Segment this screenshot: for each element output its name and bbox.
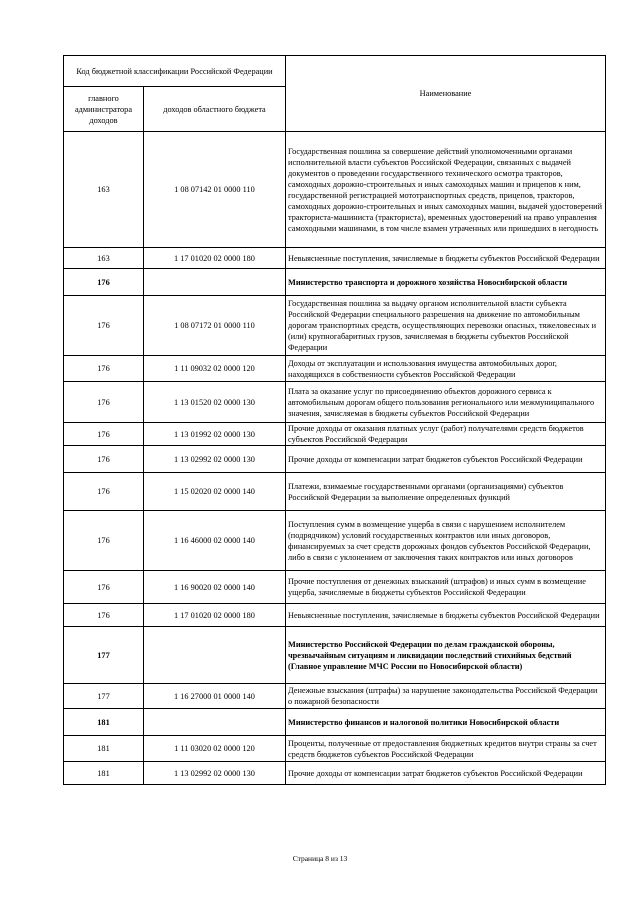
- revenue-code-cell: 1 08 07172 01 0000 110: [144, 296, 286, 356]
- revenue-code-cell: 1 15 02020 02 0000 140: [144, 473, 286, 511]
- name-cell: Платежи, взимаемые государственными органами (организациями) субъектов Российской Федерации за выполнение определенных функций: [286, 473, 606, 511]
- name-cell: Прочие поступления от денежных взысканий (штрафов) и иных сумм в возмещение ущерба, зачисляемые в бюджеты субъектов Российской Федерации: [286, 571, 606, 604]
- revenue-code-cell: 1 16 46000 02 0000 140: [144, 511, 286, 571]
- name-cell: Прочие доходы от компенсации затрат бюджетов субъектов Российской Федерации: [286, 446, 606, 473]
- revenue-code-cell: 1 08 07142 01 0000 110: [144, 132, 286, 248]
- table-row: [64, 684, 606, 709]
- table-row: [64, 446, 606, 473]
- page-number: Страница 8 из 13: [292, 854, 348, 863]
- revenue-code-cell: 1 13 02992 02 0000 130: [144, 762, 286, 785]
- name-cell: Проценты, полученные от предоставления бюджетных кредитов внутри страны за счет средств бюджетов субъектов Российской Федерации: [286, 736, 606, 762]
- name-cell: Министерство транспорта и дорожного хозяйства Новосибирской области: [286, 269, 606, 296]
- name-cell: Денежные взыскания (штрафы) за нарушение законодательства Российской Федерации о пожарной безопасности: [286, 684, 606, 709]
- name-cell: Доходы от эксплуатации и использования имущества автомобильных дорог, находящихся в собственности субъектов Российской Федерации: [286, 356, 606, 382]
- admin-code-cell: 177: [64, 684, 144, 709]
- name-cell: Министерство Российской Федерации по делам гражданской обороны, чрезвычайным ситуациям и ликвидации последствий стихийных бедствий (Главное управление МЧС России по Новосибирской области): [286, 627, 606, 684]
- table-row: [64, 356, 606, 382]
- table-header-row: [64, 56, 606, 87]
- table-row: [64, 296, 606, 356]
- revenue-code-cell: [144, 627, 286, 684]
- table-row: [64, 382, 606, 423]
- name-cell: Государственная пошлина за совершение действий уполномоченными органами исполнительной власти субъектов Российской Федерации, связанных с выдачей документов о проведении государственного технического осмотра тракторов, самоходных дорожно-строительных и иных самоходных машин и прицепов к ним, государственной регистрацией мототранспортных средств, прицепов, тракторов, самоходных дорожно-строительных и иных самоходных машин, выдачей удостоверений тракториста-машиниста (тракториста), временных удостоверений на право управления самоходными машинами, в том числе взамен утраченных или пришедших в негодность: [286, 132, 606, 248]
- ministry-row: [64, 627, 606, 684]
- header-name: Наименование: [286, 56, 606, 132]
- admin-code-cell: 177: [64, 627, 144, 684]
- revenue-code-cell: 1 13 02992 02 0000 130: [144, 446, 286, 473]
- admin-code-cell: 176: [64, 511, 144, 571]
- table-row: [64, 736, 606, 762]
- name-cell: Плата за оказание услуг по присоединению объектов дорожного сервиса к автомобильным дорогам общего пользования регионального или межмуниципального значения, зачисляемая в бюджеты субъектов Российской Федерации: [286, 382, 606, 423]
- admin-code-cell: 181: [64, 709, 144, 736]
- table-row: [64, 248, 606, 269]
- header-admin-code: главного администратора доходов: [64, 87, 144, 132]
- budget-classification-table: [63, 55, 606, 785]
- admin-code-cell: 181: [64, 736, 144, 762]
- name-cell: Прочие доходы от компенсации затрат бюджетов субъектов Российской Федерации: [286, 762, 606, 785]
- admin-code-cell: 176: [64, 423, 144, 446]
- name-cell: Невыясненные поступления, зачисляемые в бюджеты субъектов Российской Федерации: [286, 248, 606, 269]
- name-cell: Государственная пошлина за выдачу органом исполнительной власти субъекта Российской Федерации специального разрешения на движение по автомобильным дорогам транспортных средств, осуществляющих перевозки опасных, тяжеловесных и (или) крупногабаритных грузов, зачисляемая в бюджеты субъектов Российской Федерации: [286, 296, 606, 356]
- revenue-code-cell: [144, 709, 286, 736]
- revenue-code-cell: 1 13 01520 02 0000 130: [144, 382, 286, 423]
- admin-code-cell: 163: [64, 132, 144, 248]
- revenue-code-cell: 1 13 01992 02 0000 130: [144, 423, 286, 446]
- revenue-code-cell: 1 17 01020 02 0000 180: [144, 604, 286, 627]
- name-cell: Министерство финансов и налоговой политики Новосибирской области: [286, 709, 606, 736]
- admin-code-cell: 181: [64, 762, 144, 785]
- admin-code-cell: 176: [64, 296, 144, 356]
- revenue-code-cell: 1 17 01020 02 0000 180: [144, 248, 286, 269]
- ministry-row: [64, 709, 606, 736]
- table-row: [64, 132, 606, 248]
- admin-code-cell: 176: [64, 356, 144, 382]
- revenue-code-cell: [144, 269, 286, 296]
- admin-code-cell: 163: [64, 248, 144, 269]
- admin-code-cell: 176: [64, 571, 144, 604]
- admin-code-cell: 176: [64, 473, 144, 511]
- name-cell: Прочие доходы от оказания платных услуг (работ) получателями средств бюджетов субъектов Российской Федерации: [286, 423, 606, 446]
- admin-code-cell: 176: [64, 604, 144, 627]
- revenue-code-cell: 1 16 90020 02 0000 140: [144, 571, 286, 604]
- admin-code-cell: 176: [64, 269, 144, 296]
- name-cell: Невыясненные поступления, зачисляемые в бюджеты субъектов Российской Федерации: [286, 604, 606, 627]
- admin-code-cell: 176: [64, 382, 144, 423]
- table-row: [64, 571, 606, 604]
- name-cell: Поступления сумм в возмещение ущерба в связи с нарушением исполнителем (подрядчиком) условий государственных контрактов или иных договоров, финансируемых за счет средств дорожных фондов субъектов Российской Федерации, либо в связи с уклонением от заключения таких контрактов или иных договоров: [286, 511, 606, 571]
- revenue-code-cell: 1 16 27000 01 0000 140: [144, 684, 286, 709]
- header-budget-code-group: Код бюджетной классификации Российской Федерации: [64, 56, 286, 87]
- table-row: [64, 511, 606, 571]
- revenue-code-cell: 1 11 03020 02 0000 120: [144, 736, 286, 762]
- table-row: [64, 473, 606, 511]
- revenue-code-cell: 1 11 09032 02 0000 120: [144, 356, 286, 382]
- table-row: [64, 604, 606, 627]
- table-row: [64, 762, 606, 785]
- ministry-row: [64, 269, 606, 296]
- table-row: [64, 423, 606, 446]
- header-revenue-code: доходов областного бюджета: [144, 87, 286, 132]
- admin-code-cell: 176: [64, 446, 144, 473]
